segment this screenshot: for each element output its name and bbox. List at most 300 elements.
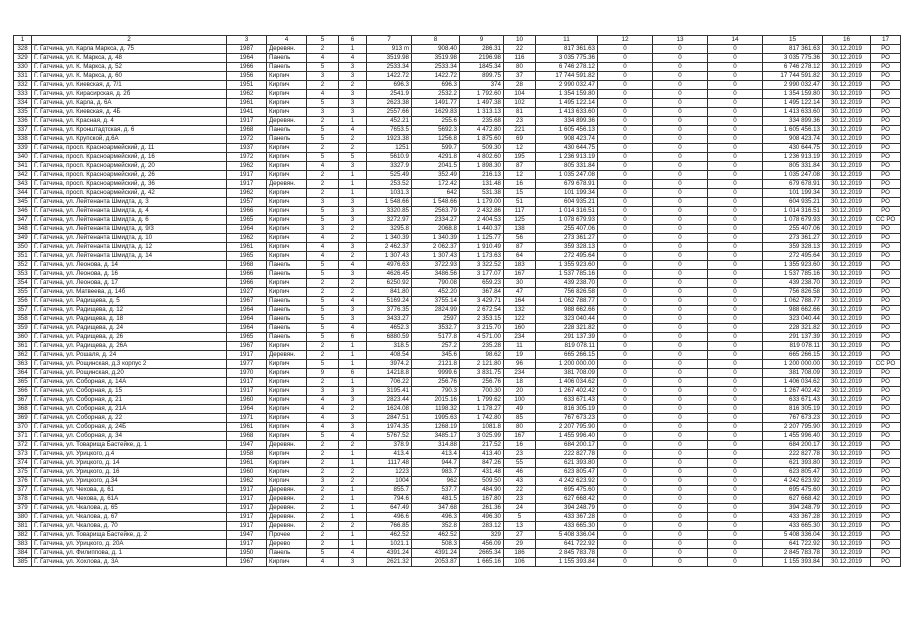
table-cell: 413.40 — [460, 450, 504, 459]
table-cell: 256.76 — [460, 378, 504, 387]
table-cell: РО — [871, 414, 901, 423]
table-cell: 2623.38 — [367, 99, 412, 108]
table-cell: 621 393.80 — [763, 459, 823, 468]
table-cell: 756 826.58 — [763, 288, 823, 297]
table-cell: 380 — [14, 513, 32, 522]
table-cell: 1962 — [227, 234, 267, 243]
table-cell: 0 — [653, 432, 708, 441]
table-cell: 0 — [653, 531, 708, 540]
table-cell: 1966 — [227, 279, 267, 288]
table-cell: 1 742.80 — [460, 414, 504, 423]
table-cell: 1 — [339, 45, 367, 54]
table-cell: 4 472.80 — [460, 126, 504, 135]
table-cell: 0 — [708, 441, 763, 450]
table-cell: 344 — [14, 189, 32, 198]
table-row — [14, 162, 901, 171]
table-cell: 0 — [653, 396, 708, 405]
table-cell: Кирпич — [267, 387, 307, 396]
table-cell: 5 — [307, 432, 339, 441]
table-row — [14, 387, 901, 396]
table-cell: 0 — [598, 396, 653, 405]
table-cell: 452.20 — [412, 288, 460, 297]
table-cell: 2532.2 — [412, 90, 460, 99]
table-cell: 3 — [307, 225, 339, 234]
table-cell: Панель — [267, 135, 307, 144]
table-cell: 3 — [339, 198, 367, 207]
table-cell: 332 — [14, 81, 32, 90]
table-cell: 0 — [653, 243, 708, 252]
table-cell: 234 — [504, 333, 536, 342]
table-row — [14, 216, 901, 225]
housing-register-table — [13, 35, 901, 567]
table-cell: 1004 — [367, 477, 412, 486]
table-cell: 30.12.2019 — [823, 54, 871, 63]
table-cell: Г. Гатчина, просп. Красноармейский, д. 16 — [32, 153, 227, 162]
table-cell: 30.12.2019 — [823, 153, 871, 162]
table-cell: 0 — [708, 378, 763, 387]
table-cell: РО — [871, 180, 901, 189]
register-sheet — [13, 35, 900, 567]
table-cell: 4 — [339, 432, 367, 441]
table-cell: 0 — [708, 108, 763, 117]
table-cell: 1 014 316.51 — [763, 207, 823, 216]
table-cell: 3 — [339, 72, 367, 81]
table-cell: Г. Гатчина, ул. Соборная, д. 24Б — [32, 423, 227, 432]
table-cell: 69 — [504, 135, 536, 144]
table-cell: 0 — [653, 144, 708, 153]
table-cell: 101 199.34 — [536, 189, 598, 198]
table-cell: 1927 — [227, 288, 267, 297]
table-cell: 0 — [708, 360, 763, 369]
table-cell: 0 — [653, 459, 708, 468]
table-cell: 0 — [598, 117, 653, 126]
table-cell: 0 — [598, 108, 653, 117]
table-cell: 273 361.27 — [536, 234, 598, 243]
table-cell: 0 — [708, 288, 763, 297]
table-cell: Панель — [267, 270, 307, 279]
table-cell: РО — [871, 477, 901, 486]
table-cell: Г. Гатчина, просп. Красноармейский, д. 11 — [32, 144, 227, 153]
table-cell: Панель — [267, 549, 307, 558]
table-row — [14, 306, 901, 315]
table-cell: 2 — [339, 441, 367, 450]
table-cell: 0 — [598, 405, 653, 414]
table-cell: РО — [871, 126, 901, 135]
table-cell: 1964 — [227, 225, 267, 234]
table-cell: 37 — [504, 72, 536, 81]
table-cell: 1 354 159.80 — [763, 90, 823, 99]
table-cell: РО — [871, 171, 901, 180]
table-cell: 2 — [339, 252, 367, 261]
table-cell: 323 040.44 — [763, 315, 823, 324]
table-cell: Кирпич — [267, 153, 307, 162]
table-cell: 988 662.66 — [536, 306, 598, 315]
table-cell: 2 — [307, 540, 339, 549]
table-row — [14, 207, 901, 216]
table-cell: 3532.7 — [412, 324, 460, 333]
table-cell: 352.8 — [412, 522, 460, 531]
table-cell: РО — [871, 72, 901, 81]
table-cell: 0 — [708, 324, 763, 333]
table-row — [14, 540, 901, 549]
table-cell: 0 — [708, 225, 763, 234]
table-cell: 291 137.39 — [763, 333, 823, 342]
table-cell: 30.12.2019 — [823, 162, 871, 171]
table-cell: 1917 — [227, 540, 267, 549]
table-cell: 0 — [653, 333, 708, 342]
table-cell: 1 200 000.00 — [536, 360, 598, 369]
table-cell: 4 — [339, 261, 367, 270]
table-cell: 0 — [708, 126, 763, 135]
table-cell: 1917 — [227, 117, 267, 126]
table-cell: 172.42 — [412, 180, 460, 189]
table-cell: Г. Гатчина, ул. Карла, д. 6А — [32, 99, 227, 108]
table-cell: 2 — [339, 522, 367, 531]
table-cell: 1031.3 — [367, 189, 412, 198]
table-cell: 0 — [598, 252, 653, 261]
table-cell: Г. Гатчина, ул. Чкалова, д. 67 — [32, 513, 227, 522]
table-row — [14, 279, 901, 288]
table-cell: 1917 — [227, 486, 267, 495]
table-cell: Г. Гатчина, ул. Урицкого, д. 14 — [32, 459, 227, 468]
table-cell: РО — [871, 540, 901, 549]
table-cell: Кирпич — [267, 288, 307, 297]
table-cell: 462.52 — [412, 531, 460, 540]
table-cell: 1962 — [227, 189, 267, 198]
table-cell: 30.12.2019 — [823, 63, 871, 72]
table-cell: 381 — [14, 522, 32, 531]
table-cell: 1117.48 — [367, 459, 412, 468]
table-cell: 2334.27 — [412, 216, 460, 225]
table-cell: 30.12.2019 — [823, 432, 871, 441]
table-cell: 0 — [598, 297, 653, 306]
table-cell: 1 267 402.42 — [763, 387, 823, 396]
table-cell: РО — [871, 315, 901, 324]
table-cell: 3 — [339, 90, 367, 99]
table-cell: 2053.87 — [412, 558, 460, 567]
table-cell: 5 408 336.04 — [536, 531, 598, 540]
table-row — [14, 180, 901, 189]
table-cell: РО — [871, 387, 901, 396]
table-cell: 0 — [653, 261, 708, 270]
table-row — [14, 486, 901, 495]
table-cell: 1 307.43 — [367, 252, 412, 261]
table-cell: 496.30 — [460, 513, 504, 522]
header-cell: 3 — [227, 36, 267, 45]
table-cell: Кирпич — [267, 189, 307, 198]
table-cell: 2 — [339, 225, 367, 234]
table-cell: 3 035 775.36 — [536, 54, 598, 63]
table-cell: 30.12.2019 — [823, 108, 871, 117]
table-cell: 695 475.60 — [763, 486, 823, 495]
table-cell: 1961 — [227, 423, 267, 432]
table-cell: 0 — [598, 234, 653, 243]
table-cell: 2 — [307, 288, 339, 297]
table-cell: 12 — [504, 171, 536, 180]
table-cell: 0 — [653, 315, 708, 324]
table-cell: 2 — [339, 234, 367, 243]
table-cell: 371 — [14, 432, 32, 441]
table-row — [14, 252, 901, 261]
table-cell: РО — [871, 369, 901, 378]
table-cell: 352.49 — [412, 171, 460, 180]
table-cell: 0 — [708, 171, 763, 180]
table-cell: Кирпич — [267, 432, 307, 441]
table-cell: Г. Гатчина, ул. Чехова, д. 61А — [32, 495, 227, 504]
table-cell: 908 423.74 — [763, 135, 823, 144]
table-cell: 100 — [504, 396, 536, 405]
table-cell: 228 321.82 — [763, 324, 823, 333]
table-cell: 314.88 — [412, 441, 460, 450]
table-cell: 2 — [307, 279, 339, 288]
table-cell: 2 404.53 — [460, 216, 504, 225]
table-cell: 117 — [504, 207, 536, 216]
table-cell: 2 — [307, 378, 339, 387]
table-cell: 49 — [504, 405, 536, 414]
table-cell: 374 — [14, 459, 32, 468]
table-cell: 4 — [339, 297, 367, 306]
table-cell: 0 — [708, 135, 763, 144]
table-row — [14, 459, 901, 468]
table-cell: 363 — [14, 360, 32, 369]
table-cell: 0 — [598, 99, 653, 108]
table-cell: 5 — [307, 135, 339, 144]
table-cell: РО — [871, 225, 901, 234]
table-cell: 30.12.2019 — [823, 270, 871, 279]
table-cell: Кирпич — [267, 252, 307, 261]
table-cell: 1 355 923.60 — [763, 261, 823, 270]
table-cell: 30.12.2019 — [823, 279, 871, 288]
table-cell: 1 — [339, 180, 367, 189]
table-cell: 5177.8 — [412, 333, 460, 342]
table-cell: 0 — [653, 369, 708, 378]
table-cell: 1 267 402.42 — [536, 387, 598, 396]
table-cell: 4 571.00 — [460, 333, 504, 342]
table-cell: 339 — [14, 144, 32, 153]
table-cell: 0 — [708, 261, 763, 270]
table-cell: СС РО — [871, 216, 901, 225]
table-cell: 30.12.2019 — [823, 306, 871, 315]
table-cell: 1960 — [227, 468, 267, 477]
table-cell: 633 671.43 — [763, 396, 823, 405]
table-cell: 30.12.2019 — [823, 234, 871, 243]
table-cell: 104 — [504, 90, 536, 99]
table-cell: 381 708.09 — [763, 369, 823, 378]
table-cell: 1491.77 — [412, 99, 460, 108]
table-cell: 767 673.23 — [763, 414, 823, 423]
table-cell: 30.12.2019 — [823, 549, 871, 558]
table-cell: Деревян. — [267, 522, 307, 531]
table-cell: 3 — [339, 207, 367, 216]
table-cell: 0 — [653, 360, 708, 369]
table-cell: 349 — [14, 234, 32, 243]
table-cell: 235.68 — [460, 117, 504, 126]
table-cell: 1947 — [227, 441, 267, 450]
table-cell: 2541.9 — [367, 90, 412, 99]
table-cell: 0 — [653, 414, 708, 423]
table-cell: 0 — [708, 504, 763, 513]
table-cell: Кирпич — [267, 144, 307, 153]
table-cell: Панель — [267, 126, 307, 135]
table-row — [14, 396, 901, 405]
table-cell: 0 — [598, 279, 653, 288]
table-cell: 30.12.2019 — [823, 387, 871, 396]
table-cell: 2068.8 — [412, 225, 460, 234]
table-cell: 679 678.91 — [763, 180, 823, 189]
table-cell: 30.12.2019 — [823, 144, 871, 153]
table-row — [14, 423, 901, 432]
table-cell: 3 — [339, 396, 367, 405]
table-cell: 1 — [339, 531, 367, 540]
table-cell: 2 845 783.78 — [763, 549, 823, 558]
table-cell: 2 — [307, 486, 339, 495]
table-cell: 2 — [339, 135, 367, 144]
table-cell: 47 — [504, 288, 536, 297]
table-cell: 1 495 122.14 — [763, 99, 823, 108]
table-row — [14, 126, 901, 135]
table-cell: 433 665.30 — [536, 522, 598, 531]
table-cell: 642 — [412, 189, 460, 198]
table-cell: 1941 — [227, 108, 267, 117]
table-cell: 2 207 795.90 — [763, 423, 823, 432]
table-cell: Кирпич — [267, 378, 307, 387]
table-cell: 1957 — [227, 198, 267, 207]
table-cell: Кирпич — [267, 360, 307, 369]
table-cell: 366 — [14, 387, 32, 396]
table-cell: 19 — [504, 351, 536, 360]
table-cell: 1964 — [227, 54, 267, 63]
table-cell: 0 — [708, 432, 763, 441]
table-cell: 0 — [653, 252, 708, 261]
table-cell: 2 — [307, 180, 339, 189]
table-cell: 0 — [708, 351, 763, 360]
table-cell: 2 — [339, 477, 367, 486]
table-cell: 1 355 923.60 — [536, 261, 598, 270]
table-cell: 3 — [339, 423, 367, 432]
table-cell: 1917 — [227, 351, 267, 360]
table-cell: 604 935.21 — [536, 198, 598, 207]
table-cell: Г. Гатчина, ул. Соборная, д. 21 — [32, 396, 227, 405]
table-cell: Г. Гатчина, ул. Лейтенанта Шмидта, д. 9/3 — [32, 225, 227, 234]
table-cell: 378.9 — [367, 441, 412, 450]
table-cell: 354 — [14, 279, 32, 288]
table-cell: 1 062 788.77 — [763, 297, 823, 306]
table-cell: Г. Гатчина, ул. Киевская, д. 4Б — [32, 108, 227, 117]
table-row — [14, 531, 901, 540]
table-cell: Кирпич — [267, 450, 307, 459]
table-cell: РО — [871, 63, 901, 72]
table-cell: Г. Гатчина, ул. Леонова, д. 14 — [32, 261, 227, 270]
table-cell: 3 — [307, 477, 339, 486]
table-cell: 0 — [653, 405, 708, 414]
table-row — [14, 63, 901, 72]
table-cell: 80 — [504, 63, 536, 72]
table-cell: 3 215.70 — [460, 324, 504, 333]
table-cell: 30.12.2019 — [823, 90, 871, 99]
table-cell: 816 305.19 — [536, 405, 598, 414]
table-cell: 4 — [307, 54, 339, 63]
table-cell: Г. Гатчина, ул. Рошаля, д. 24 — [32, 351, 227, 360]
table-cell: 5 — [504, 513, 536, 522]
table-cell: РО — [871, 396, 901, 405]
table-cell: 272 495.64 — [763, 252, 823, 261]
table-cell: Дерево — [267, 540, 307, 549]
table-cell: 3195.41 — [367, 387, 412, 396]
table-cell: 3776.35 — [367, 306, 412, 315]
table-cell: 1961 — [227, 459, 267, 468]
table-cell: 3 025.99 — [460, 432, 504, 441]
table-cell: 3519.98 — [367, 54, 412, 63]
table-cell: 0 — [708, 90, 763, 99]
table-cell: 988 662.66 — [763, 306, 823, 315]
table-cell: 23 — [504, 495, 536, 504]
table-cell: 3 — [339, 414, 367, 423]
table-cell: РО — [871, 351, 901, 360]
table-cell: РО — [871, 342, 901, 351]
table-cell: 509.50 — [460, 477, 504, 486]
table-cell: 1 — [339, 378, 367, 387]
table-cell: 1 495 122.14 — [536, 99, 598, 108]
header-cell: 8 — [412, 36, 460, 45]
table-cell: 790.08 — [412, 279, 460, 288]
table-cell: 330 — [14, 63, 32, 72]
table-cell: 983.7 — [412, 468, 460, 477]
table-cell: 1961 — [227, 243, 267, 252]
table-cell: 138 — [504, 225, 536, 234]
table-cell: 496.3 — [412, 513, 460, 522]
table-cell: Г. Гатчина, ул. Киевская, д. 7/1 — [32, 81, 227, 90]
table-cell: 2 — [307, 504, 339, 513]
table-cell: Деревян. — [267, 486, 307, 495]
table-cell: 1 413 633.60 — [536, 108, 598, 117]
table-cell: 1987 — [227, 45, 267, 54]
table-cell: Панель — [267, 324, 307, 333]
table-cell: 1964 — [227, 315, 267, 324]
table-cell: 1923.38 — [367, 135, 412, 144]
table-cell: Панель — [267, 333, 307, 342]
table-cell: РО — [871, 450, 901, 459]
table-cell: 3485.17 — [412, 432, 460, 441]
table-cell: 2563.79 — [412, 207, 460, 216]
table-cell: РО — [871, 99, 901, 108]
table-cell: 2 207 795.90 — [536, 423, 598, 432]
table-cell: 351 — [14, 252, 32, 261]
table-cell: 357 — [14, 306, 32, 315]
table-row — [14, 270, 901, 279]
table-cell: 1965 — [227, 216, 267, 225]
table-cell: 3 177.07 — [460, 270, 504, 279]
table-cell: 430 644.75 — [536, 144, 598, 153]
table-cell: 805 331.84 — [536, 162, 598, 171]
table-cell: 508.3 — [412, 540, 460, 549]
table-cell: Г. Гатчина, ул. Радищева, д. 26А — [32, 342, 227, 351]
table-cell: 22 — [504, 45, 536, 54]
table-cell: Г. Гатчина, ул. Урицкого, д.34 — [32, 477, 227, 486]
table-cell: 908 423.74 — [536, 135, 598, 144]
table-cell: 3 — [307, 72, 339, 81]
table-cell: 167 — [504, 270, 536, 279]
table-cell: Кирпич — [267, 369, 307, 378]
table-cell: 647.49 — [367, 504, 412, 513]
table-cell: 0 — [598, 81, 653, 90]
table-cell: РО — [871, 405, 901, 414]
table-cell: РО — [871, 423, 901, 432]
table-cell: Г. Гатчина, ул. Лейтенанта Шмидта, д. 12 — [32, 243, 227, 252]
table-cell: 1 455 996.40 — [763, 432, 823, 441]
table-cell: 433 367.28 — [763, 513, 823, 522]
table-cell: 30.12.2019 — [823, 441, 871, 450]
table-cell: 23 — [504, 450, 536, 459]
